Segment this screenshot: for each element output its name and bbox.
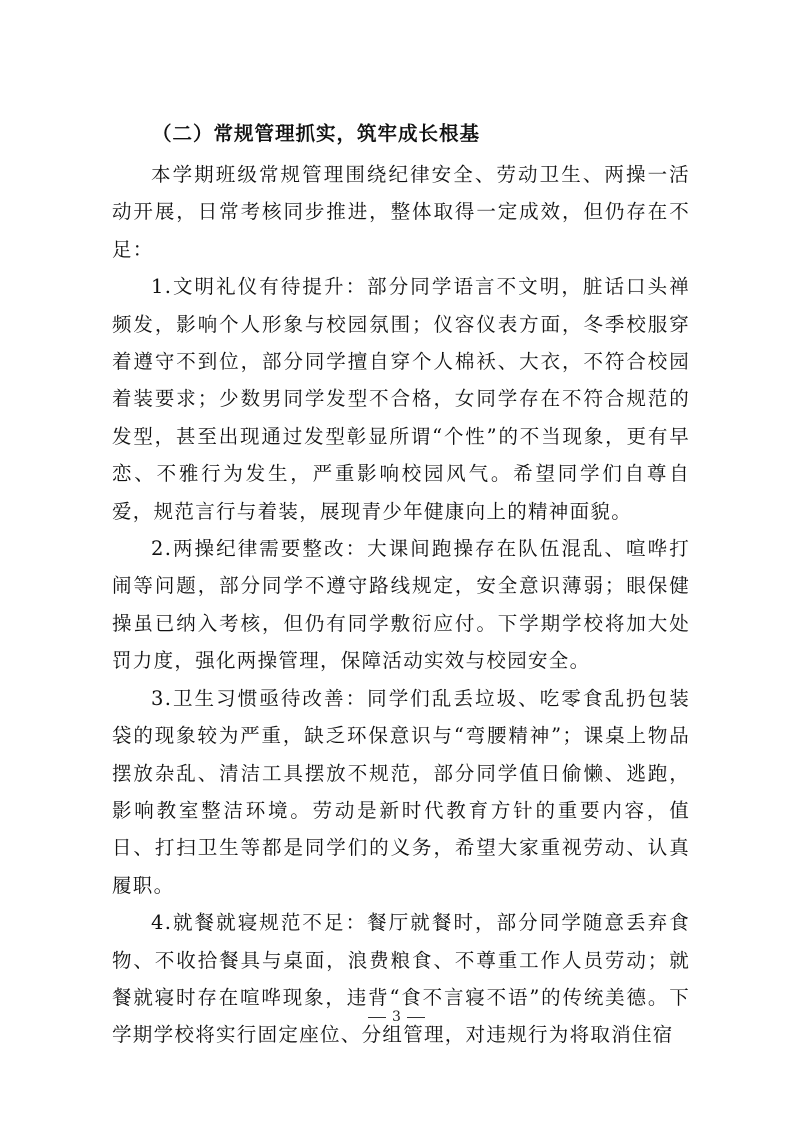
paragraph-intro: 本学期班级常规管理围绕纪律安全、劳动卫生、两操一活动开展，日常考核同步推进，整体取得一定成效，但仍存在不足：	[112, 163, 690, 261]
paragraph-hygiene: 3.卫生习惯亟待改善：同学们乱丢垃圾、吃零食乱扔包装袋的现象较为严重，缺乏环保意识与“弯腰精神”；课桌上物品摆放杂乱、清洁工具摆放不规范，部分同学值日偷懒、逃跑，影响教室整洁环境。劳动是新时代教育方针的重要内容，值日、打扫卫生等都是同学们的义务，希望大家重视劳动、认真履职。	[112, 686, 690, 897]
page-footer	[0, 1009, 793, 1025]
paragraph-etiquette: 1.文明礼仪有待提升：部分同学语言不文明，脏话口头禅频发，影响个人形象与校园氛围；仪容仪表方面，冬季校服穿着遵守不到位，部分同学擅自穿个人棉袄、大衣，不符合校园着装要求；少数男同学发型不合格，女同学存在不符合规范的发型，甚至出现通过发型彰显所谓“个性”的不当现象，更有早恋、不雅行为发生，严重影响校园风气。希望同学们自尊自爱，规范言行与着装，展现青少年健康向上的精神面貌。	[112, 275, 690, 523]
paragraph-dining-dorm: 4.就餐就寝规范不足：餐厅就餐时，部分同学随意丢弃食物、不收拾餐具与桌面，浪费粮食、不尊重工作人员劳动；就餐就寝时存在喧哗现象，违背“食不言寝不语”的传统美德。下学期学校将实行固定座位、分组管理，对违规行为将取消住宿	[112, 911, 690, 1047]
footer-dash-right	[407, 1017, 425, 1018]
section-heading: （二）常规管理抓实，筑牢成长根基	[152, 122, 481, 145]
page-number: 3	[392, 1009, 401, 1025]
footer-dash-left	[368, 1017, 386, 1018]
paragraph-exercise-discipline: 2.两操纪律需要整改：大课间跑操存在队伍混乱、喧哗打闹等问题，部分同学不遵守路线规定，安全意识薄弱；眼保健操虽已纳入考核，但仍有同学敷衍应付。下学期学校将加大处罚力度，强化两操管理，保障活动实效与校园安全。	[112, 537, 690, 673]
document-body	[112, 113, 690, 1054]
